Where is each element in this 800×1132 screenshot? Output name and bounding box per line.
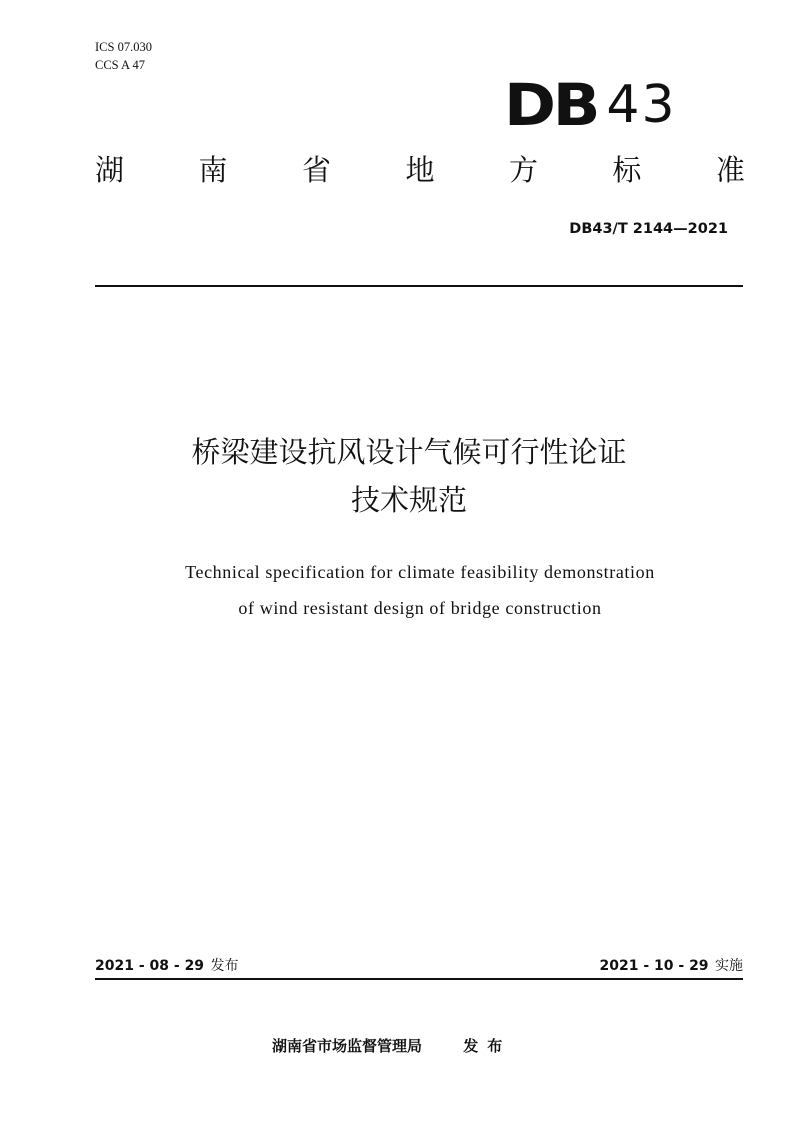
- standard-type-char: 标: [612, 153, 642, 187]
- standard-type-char: 省: [301, 153, 331, 187]
- chinese-title-line-2: 技术规范: [350, 483, 467, 517]
- header-divider: [95, 285, 743, 287]
- date-divider: [95, 978, 743, 980]
- implement-date: 2021 - 10 - 29: [599, 958, 709, 974]
- standard-type-char: 地: [405, 153, 435, 187]
- chinese-title: [0, 428, 800, 524]
- standard-code: DB43/T 2144—2021: [569, 221, 728, 237]
- publisher-label: 发布: [463, 1037, 512, 1055]
- english-title: [0, 554, 800, 626]
- implement-label: 实施: [715, 958, 743, 974]
- issue-date-block: [95, 956, 239, 976]
- implement-date-block: [600, 956, 744, 976]
- standard-type-char: 准: [715, 153, 745, 187]
- english-title-line-2: of wind resistant design of bridge construction: [238, 598, 602, 618]
- standard-type-heading: [95, 148, 745, 192]
- db-logo-number: 43: [606, 75, 677, 135]
- classification-codes: [95, 38, 152, 74]
- db-logo: [504, 70, 677, 139]
- db-logo-mark: DB: [504, 71, 598, 139]
- chinese-title-line-1: 桥梁建设抗风设计气候可行性论证: [191, 435, 627, 469]
- standard-type-char: 方: [508, 153, 538, 187]
- ics-code: ICS 07.030: [95, 40, 152, 54]
- english-title-line-1: Technical specification for climate feasibility demonstration: [185, 562, 655, 582]
- publisher-name: 湖南省市场监督管理局: [272, 1037, 423, 1055]
- standard-type-char: 南: [198, 153, 228, 187]
- ccs-code: CCS A 47: [95, 58, 146, 72]
- issue-date: 2021 - 08 - 29: [95, 958, 205, 974]
- publisher-line: [272, 1035, 511, 1057]
- standard-type-char: 湖: [95, 153, 125, 187]
- issue-label: 发布: [210, 958, 239, 974]
